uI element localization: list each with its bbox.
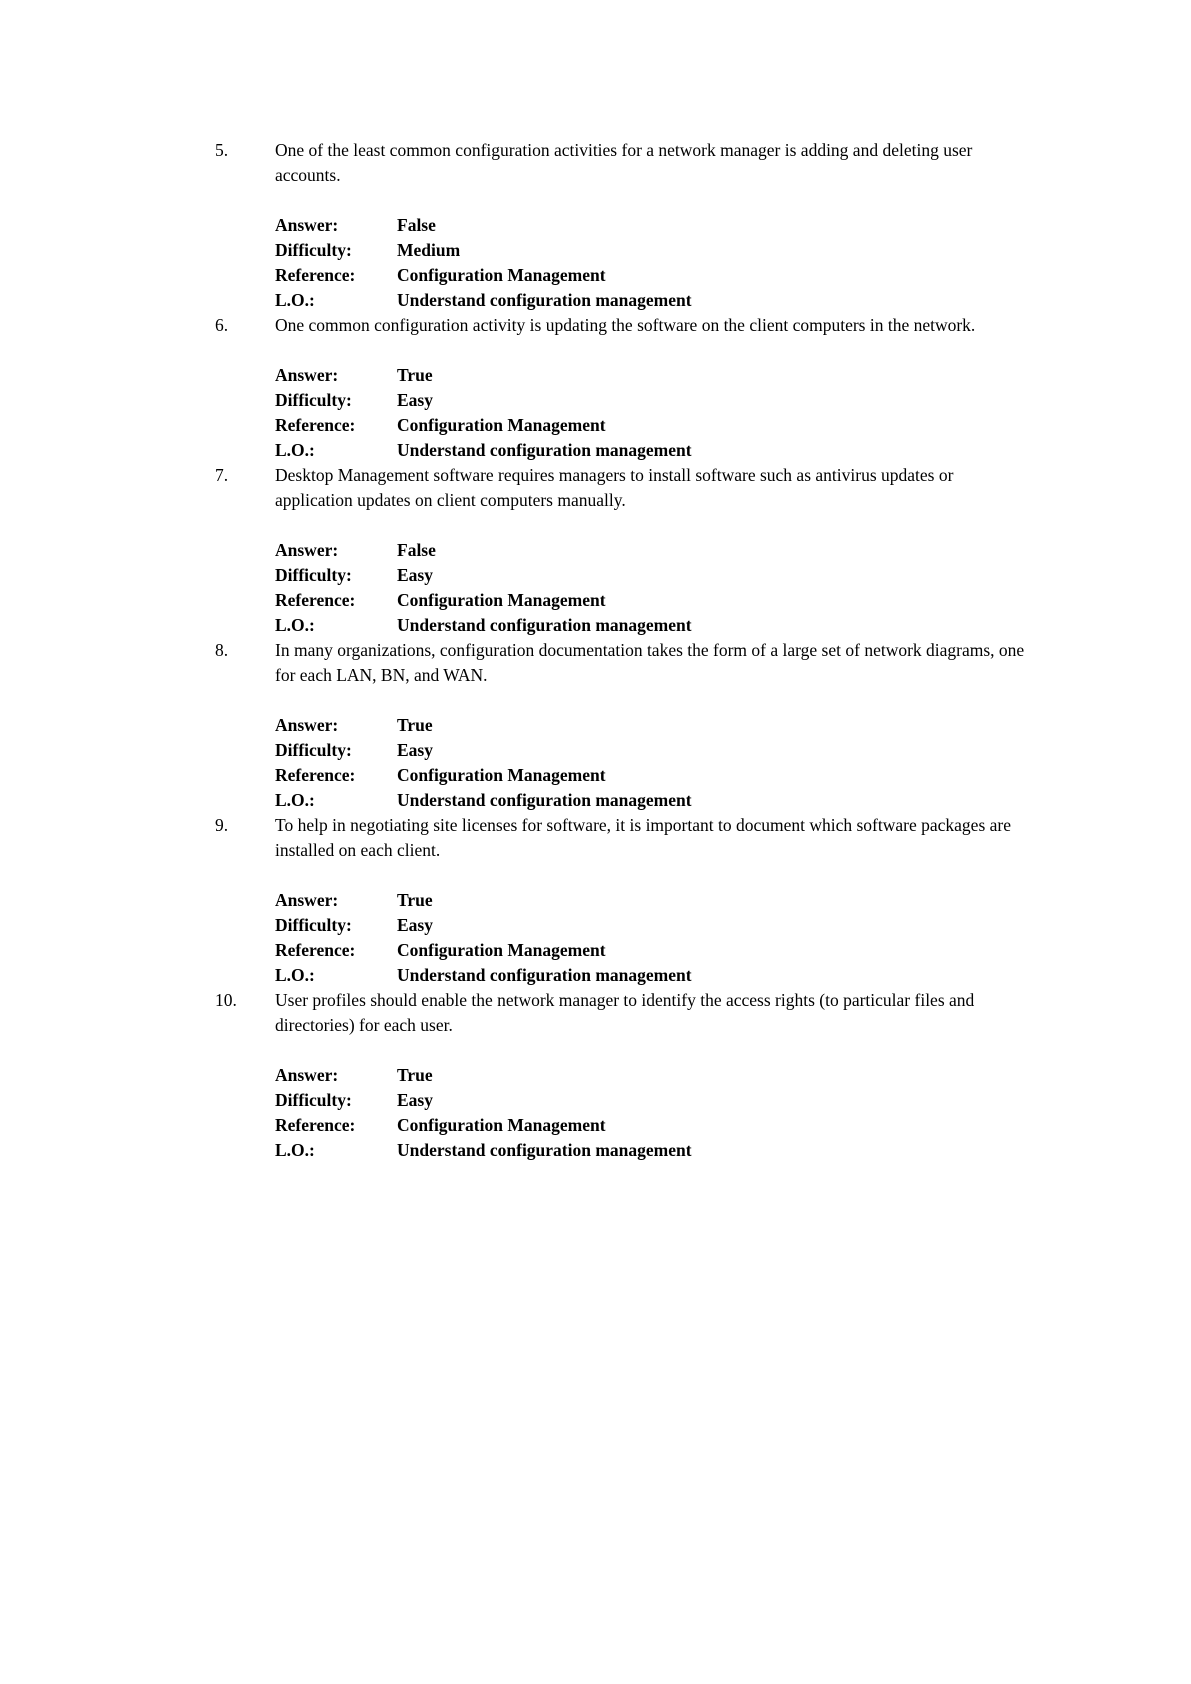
difficulty-label: Difficulty: (275, 390, 352, 410)
question-text: To help in negotiating site licenses for software, it is important to document which software packages are installed on each client. (275, 815, 1011, 860)
lo-value: Understand configuration management (397, 440, 692, 460)
answer-label: Answer: (275, 715, 339, 735)
question-meta (275, 363, 1071, 463)
question-text: User profiles should enable the network manager to identify the access rights (to particular files and directories) for each user. (275, 990, 975, 1035)
question-text: In many organizations, configuration documentation takes the form of a large set of network diagrams, one for each LAN, BN, and WAN. (275, 640, 1025, 685)
difficulty-label: Difficulty: (275, 240, 352, 260)
question-item (215, 638, 1071, 813)
question-number: 6. (215, 315, 229, 335)
reference-label: Reference: (275, 940, 356, 960)
question-number: 7. (215, 465, 229, 485)
reference-value: Configuration Management (397, 940, 606, 960)
answer-label: Answer: (275, 540, 339, 560)
lo-value: Understand configuration management (397, 965, 692, 985)
difficulty-value: Medium (397, 240, 461, 260)
question-meta (275, 713, 1071, 813)
difficulty-value: Easy (397, 915, 433, 935)
lo-value: Understand configuration management (397, 615, 692, 635)
answer-value: False (397, 215, 436, 235)
lo-label: L.O.: (275, 965, 315, 985)
answer-label: Answer: (275, 365, 339, 385)
answer-label: Answer: (275, 215, 339, 235)
lo-value: Understand configuration management (397, 1140, 692, 1160)
reference-label: Reference: (275, 1115, 356, 1135)
difficulty-label: Difficulty: (275, 915, 352, 935)
reference-label: Reference: (275, 265, 356, 285)
question-item (215, 463, 1071, 638)
difficulty-value: Easy (397, 565, 433, 585)
difficulty-label: Difficulty: (275, 740, 352, 760)
reference-value: Configuration Management (397, 1115, 606, 1135)
difficulty-label: Difficulty: (275, 1090, 352, 1110)
answer-value: True (397, 1065, 433, 1085)
question-meta (275, 213, 1071, 313)
answer-label: Answer: (275, 890, 339, 910)
question-number: 10. (215, 990, 237, 1010)
reference-value: Configuration Management (397, 265, 606, 285)
reference-value: Configuration Management (397, 590, 606, 610)
lo-value: Understand configuration management (397, 290, 692, 310)
question-number: 9. (215, 815, 229, 835)
difficulty-value: Easy (397, 1090, 433, 1110)
reference-value: Configuration Management (397, 765, 606, 785)
question-number: 8. (215, 640, 229, 660)
answer-value: True (397, 365, 433, 385)
lo-label: L.O.: (275, 440, 315, 460)
reference-label: Reference: (275, 590, 356, 610)
question-meta (275, 888, 1071, 988)
reference-label: Reference: (275, 765, 356, 785)
question-meta (275, 1063, 1071, 1163)
difficulty-label: Difficulty: (275, 565, 352, 585)
reference-label: Reference: (275, 415, 356, 435)
lo-label: L.O.: (275, 1140, 315, 1160)
lo-label: L.O.: (275, 290, 315, 310)
question-item (215, 813, 1071, 988)
lo-label: L.O.: (275, 790, 315, 810)
answer-value: True (397, 715, 433, 735)
difficulty-value: Easy (397, 740, 433, 760)
question-item (215, 313, 1071, 463)
question-text: Desktop Management software requires managers to install software such as antivirus updates or application updates on client computers manually. (275, 465, 954, 510)
question-item (215, 138, 1071, 313)
answer-value: True (397, 890, 433, 910)
difficulty-value: Easy (397, 390, 433, 410)
lo-label: L.O.: (275, 615, 315, 635)
lo-value: Understand configuration management (397, 790, 692, 810)
question-item (215, 988, 1071, 1163)
question-number: 5. (215, 140, 229, 160)
answer-value: False (397, 540, 436, 560)
reference-value: Configuration Management (397, 415, 606, 435)
answer-label: Answer: (275, 1065, 339, 1085)
question-text: One of the least common configuration activities for a network manager is adding and deleting user accounts. (275, 140, 973, 185)
question-text: One common configuration activity is updating the software on the client computers in the network. (275, 315, 976, 335)
question-meta (275, 538, 1071, 638)
